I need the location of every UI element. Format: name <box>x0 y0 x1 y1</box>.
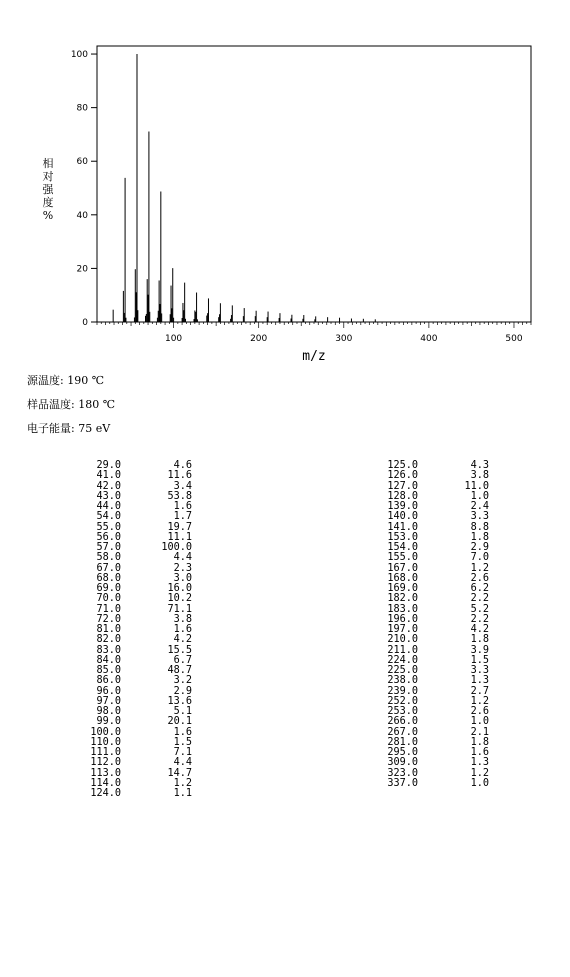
mz-value: 224.0 <box>387 654 418 666</box>
intensity-value: 1.6 <box>173 501 192 512</box>
table-row <box>69 758 192 768</box>
table-row <box>366 758 489 768</box>
table-row <box>366 553 489 563</box>
intensity-value: 3.3 <box>470 665 489 676</box>
y-axis-label-char: 相 <box>42 157 54 170</box>
mz-value: 41.0 <box>96 470 121 482</box>
mz-value: 127.0 <box>387 480 418 492</box>
x-axis-label: m/z <box>302 349 326 364</box>
mz-value: 81.0 <box>96 624 121 635</box>
intensity-value: 2.2 <box>470 613 489 625</box>
mz-value: 71.0 <box>96 603 121 615</box>
intensity-value: 1.8 <box>470 634 489 646</box>
intensity-value: 7.0 <box>470 552 489 564</box>
intensity-value: 16.0 <box>167 583 192 594</box>
intensity-value: 1.6 <box>470 747 489 758</box>
mz-value: 86.0 <box>96 675 121 687</box>
intensity-value: 2.6 <box>470 706 489 717</box>
table-row <box>69 471 192 481</box>
intensity-value: 2.4 <box>470 501 489 512</box>
intensity-value: 2.3 <box>173 562 192 574</box>
intensity-value: 1.3 <box>470 675 489 687</box>
table-row <box>366 471 489 481</box>
intensity-value: 3.0 <box>173 572 192 584</box>
intensity-value: 2.9 <box>470 542 489 553</box>
intensity-value: 1.2 <box>470 767 489 779</box>
mz-value: 168.0 <box>387 572 418 584</box>
mz-value: 58.0 <box>96 552 121 564</box>
y-tick-label: 100 <box>70 50 88 61</box>
intensity-value: 3.8 <box>470 470 489 482</box>
intensity-value: 1.2 <box>470 695 489 707</box>
mz-value: 111.0 <box>90 747 121 758</box>
intensity-value: 13.6 <box>167 695 192 707</box>
intensity-value: 1.7 <box>173 511 192 523</box>
mz-value: 56.0 <box>96 531 121 543</box>
mz-value: 69.0 <box>96 583 121 594</box>
mz-value: 139.0 <box>387 501 418 512</box>
intensity-value: 1.8 <box>470 736 489 748</box>
intensity-value: 5.1 <box>173 706 192 717</box>
intensity-value: 4.4 <box>173 757 192 769</box>
y-axis-label <box>43 156 55 222</box>
mz-value: 182.0 <box>387 593 418 605</box>
intensity-value: 53.8 <box>167 490 192 502</box>
mz-value: 337.0 <box>387 777 418 789</box>
sample-temperature: 样品温度: 180 ℃ <box>27 398 115 411</box>
mz-value: 110.0 <box>90 736 121 748</box>
y-tick-label: 0 <box>82 318 88 328</box>
intensity-value: 5.2 <box>470 603 489 615</box>
table-row <box>366 717 489 727</box>
mass-spectrum-chart <box>0 0 570 370</box>
table-row <box>366 676 489 686</box>
mz-value: 239.0 <box>387 685 418 697</box>
intensity-value: 1.2 <box>470 562 489 574</box>
mz-value: 97.0 <box>96 695 121 707</box>
mz-value: 211.0 <box>387 644 418 656</box>
mz-value: 84.0 <box>96 654 121 666</box>
intensity-value: 1.6 <box>173 726 192 738</box>
mz-value: 309.0 <box>387 757 418 769</box>
mz-value: 128.0 <box>387 490 418 502</box>
mz-value: 196.0 <box>387 613 418 625</box>
intensity-value: 7.1 <box>173 747 192 758</box>
mz-value: 42.0 <box>96 480 121 492</box>
electron-energy: 电子能量: 75 eV <box>27 422 111 435</box>
peak-bars <box>113 54 375 322</box>
table-row <box>69 512 192 522</box>
intensity-value: 6.7 <box>173 654 192 666</box>
mz-value: 267.0 <box>387 726 418 738</box>
x-tick-label: 200 <box>250 334 268 344</box>
mz-value: 125.0 <box>387 460 418 471</box>
intensity-value: 11.6 <box>167 470 192 482</box>
intensity-value: 3.3 <box>470 511 489 523</box>
mz-value: 55.0 <box>96 521 121 533</box>
mz-value: 252.0 <box>387 695 418 707</box>
intensity-value: 2.6 <box>470 572 489 584</box>
y-axis <box>71 50 97 328</box>
y-tick-label: 80 <box>76 103 88 114</box>
mz-value: 323.0 <box>387 767 418 779</box>
mz-value: 68.0 <box>96 572 121 584</box>
intensity-value: 48.7 <box>167 665 192 676</box>
mz-value: 225.0 <box>387 665 418 676</box>
intensity-value: 20.1 <box>167 716 192 728</box>
table-row <box>366 594 489 604</box>
intensity-value: 14.7 <box>167 767 192 779</box>
mz-value: 70.0 <box>96 593 121 605</box>
mz-value: 183.0 <box>387 603 418 615</box>
mz-value: 253.0 <box>387 706 418 717</box>
y-tick-label: 20 <box>76 264 88 275</box>
intensity-value: 6.2 <box>470 583 489 594</box>
y-tick-label: 40 <box>76 210 88 221</box>
mz-value: 100.0 <box>90 726 121 738</box>
intensity-value: 2.1 <box>470 726 489 738</box>
mz-value: 238.0 <box>387 675 418 687</box>
intensity-value: 1.0 <box>470 716 489 728</box>
intensity-value: 1.2 <box>173 777 192 789</box>
mz-value: 98.0 <box>96 706 121 717</box>
peak-table-left <box>69 461 192 799</box>
intensity-value: 1.8 <box>470 531 489 543</box>
mz-value: 153.0 <box>387 531 418 543</box>
intensity-value: 1.0 <box>470 490 489 502</box>
mz-value: 210.0 <box>387 634 418 646</box>
mz-value: 96.0 <box>96 685 121 697</box>
mz-value: 266.0 <box>387 716 418 728</box>
mz-value: 83.0 <box>96 644 121 656</box>
intensity-value: 15.5 <box>167 644 192 656</box>
table-row <box>69 635 192 645</box>
intensity-value: 2.2 <box>470 593 489 605</box>
intensity-value: 3.2 <box>173 675 192 687</box>
mz-value: 114.0 <box>90 777 121 789</box>
mz-value: 82.0 <box>96 634 121 646</box>
table-row <box>69 789 192 799</box>
intensity-value: 3.9 <box>470 644 489 656</box>
intensity-value: 3.8 <box>173 613 192 625</box>
mz-value: 155.0 <box>387 552 418 564</box>
mz-value: 44.0 <box>96 501 121 512</box>
y-axis-label-char: 强 <box>42 183 54 196</box>
intensity-value: 3.4 <box>173 480 192 492</box>
table-row <box>69 553 192 563</box>
mz-value: 112.0 <box>90 757 121 769</box>
mz-value: 124.0 <box>90 788 121 799</box>
mz-value: 295.0 <box>387 747 418 758</box>
x-tick-label: 400 <box>420 334 438 344</box>
mz-value: 99.0 <box>96 716 121 728</box>
intensity-value: 1.5 <box>470 654 489 666</box>
mz-value: 54.0 <box>96 511 121 523</box>
mz-value: 197.0 <box>387 624 418 635</box>
intensity-value: 4.3 <box>470 460 489 471</box>
intensity-value: 1.1 <box>173 788 192 799</box>
mz-value: 126.0 <box>387 470 418 482</box>
intensity-value: 1.6 <box>173 624 192 635</box>
table-row <box>366 779 489 789</box>
table-row <box>366 512 489 522</box>
plot-frame <box>97 46 531 322</box>
intensity-value: 71.1 <box>167 603 192 615</box>
intensity-value: 4.6 <box>173 460 192 471</box>
table-row <box>366 635 489 645</box>
intensity-value: 10.2 <box>167 593 192 605</box>
intensity-value: 4.2 <box>173 634 192 646</box>
intensity-value: 4.2 <box>470 624 489 635</box>
mz-value: 281.0 <box>387 736 418 748</box>
y-axis-label-char: 度 <box>42 196 54 209</box>
table-row <box>69 717 192 727</box>
peak-table-right <box>366 461 489 789</box>
y-axis-label-char: % <box>42 209 54 222</box>
intensity-value: 1.5 <box>173 736 192 748</box>
mz-value: 85.0 <box>96 665 121 676</box>
x-tick-label: 500 <box>505 334 523 344</box>
intensity-value: 4.4 <box>173 552 192 564</box>
table-row <box>69 594 192 604</box>
intensity-value: 19.7 <box>167 521 192 533</box>
mz-value: 169.0 <box>387 583 418 594</box>
intensity-value: 100.0 <box>161 542 192 553</box>
mz-value: 43.0 <box>96 490 121 502</box>
source-temperature: 源温度: 190 ℃ <box>27 374 104 387</box>
mz-value: 154.0 <box>387 542 418 553</box>
y-tick-label: 60 <box>76 157 88 168</box>
y-axis-label-char: 对 <box>42 170 54 183</box>
intensity-value: 2.7 <box>470 685 489 697</box>
mz-value: 29.0 <box>96 460 121 471</box>
mz-value: 113.0 <box>90 767 121 779</box>
mz-value: 57.0 <box>96 542 121 553</box>
mz-value: 167.0 <box>387 562 418 574</box>
mz-value: 72.0 <box>96 613 121 625</box>
intensity-value: 11.1 <box>167 531 192 543</box>
x-tick-label: 100 <box>164 334 183 344</box>
table-row <box>69 676 192 686</box>
intensity-value: 1.0 <box>470 777 489 789</box>
x-axis <box>97 322 531 344</box>
mz-value: 141.0 <box>387 521 418 533</box>
mz-value: 140.0 <box>387 511 418 523</box>
intensity-value: 11.0 <box>464 480 489 492</box>
x-tick-label: 300 <box>335 334 353 344</box>
intensity-value: 1.3 <box>470 757 489 769</box>
intensity-value: 2.9 <box>173 685 192 697</box>
mz-value: 67.0 <box>96 562 121 574</box>
intensity-value: 8.8 <box>470 521 489 533</box>
